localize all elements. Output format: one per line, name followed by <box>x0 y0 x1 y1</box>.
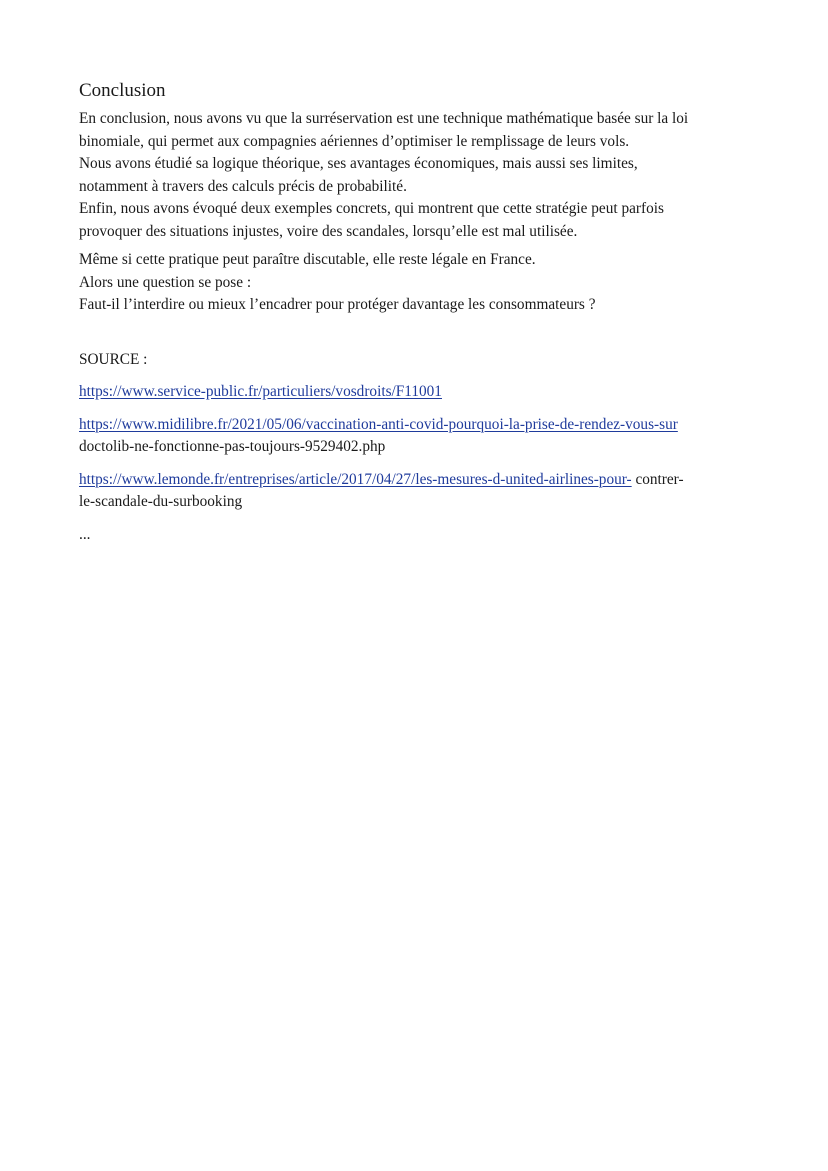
text-line: Même si cette pratique peut paraître discutable, elle reste légale en France. <box>79 251 536 268</box>
ellipsis: ... <box>79 525 91 543</box>
source-item-service-public <box>79 381 759 404</box>
sources-label: SOURCE : <box>79 350 148 368</box>
spacer <box>79 317 759 349</box>
source-link[interactable]: https://www.service-public.fr/particuliers/vosdroits/F11001 <box>79 383 442 400</box>
text-line: notamment à travers des calculs précis de probabilité. <box>79 177 407 195</box>
source-item-lemonde <box>79 469 759 514</box>
source-continuation: doctolib-ne-fonctionne-pas-toujours-9529402.php <box>79 438 386 455</box>
text-line: Enfin, nous avons évoqué deux exemples concrets, qui montrent que cette stratégie peut parfois <box>79 200 664 217</box>
section-title: Conclusion <box>79 80 166 101</box>
source-first-line <box>79 469 759 492</box>
text-line: Alors une question se pose : <box>79 273 252 291</box>
text-line: En conclusion, nous avons vu que la surréservation est une technique mathématique basée sur la loi <box>79 110 689 127</box>
text-line: Faut-il l’interdire ou mieux l’encadrer pour protéger davantage les consommateurs ? <box>79 296 596 313</box>
source-item-midilibre <box>79 414 759 459</box>
document-page <box>79 78 759 546</box>
conclusion-paragraph <box>79 108 759 243</box>
source-inline-tail: contrer- <box>631 470 684 488</box>
text-line: Nous avons étudié sa logique théorique, ses avantages économiques, mais aussi ses limites, <box>79 155 638 172</box>
source-continuation: le-scandale-du-surbooking <box>79 493 243 510</box>
source-link[interactable]: https://www.midilibre.fr/2021/05/06/vaccination-anti-covid-pourquoi-la-prise-de-rendez-vous-sur <box>79 415 678 433</box>
text-line: provoquer des situations injustes, voire des scandales, lorsqu’elle est mal utilisée. <box>79 222 578 240</box>
source-link[interactable]: https://www.lemonde.fr/entreprises/article/2017/04/27/les-mesures-d-united-airlines-pour- <box>79 470 632 488</box>
question-paragraph <box>79 249 759 317</box>
text-line: binomiale, qui permet aux compagnies aériennes d’optimiser le remplissage de leurs vols. <box>79 132 630 150</box>
